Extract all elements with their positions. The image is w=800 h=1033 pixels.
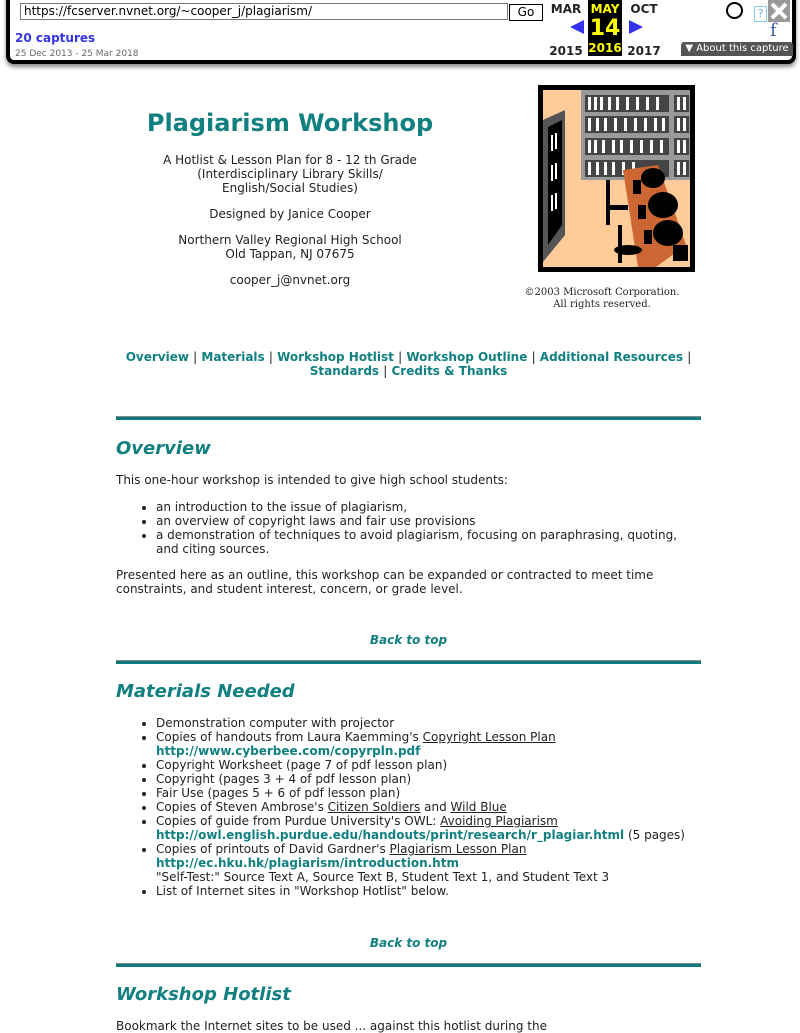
nav-workshop-hotlist[interactable]: Workshop Hotlist (277, 350, 394, 364)
nav-materials[interactable]: Materials (201, 350, 265, 364)
nav-separator: | (398, 350, 403, 364)
cyberbee-url-link[interactable]: http://www.cyberbee.com/copyrpln.pdf (156, 744, 421, 758)
item-text: Copies of guide from Purdue University's OWL: (156, 814, 441, 828)
page-header (116, 80, 701, 320)
hku-url-link[interactable]: http://ec.hku.hk/plagiarism/introduction.htm (156, 856, 459, 870)
copyright-line: ©2003 Microsoft Corporation. (524, 287, 680, 298)
library-clipart-image (538, 85, 695, 272)
avoiding-plagiarism-link[interactable]: Avoiding Plagiarism (440, 814, 558, 828)
item-text: (5 pages) (624, 828, 685, 842)
back-to-top-link[interactable]: Back to top (369, 936, 448, 950)
clipart-copyright (516, 287, 688, 311)
section-divider (116, 416, 701, 420)
author-email[interactable]: cooper_j@nvnet.org (229, 273, 351, 287)
item-text: Fair Use (pages 5 + 6 of pdf lesson plan) (156, 786, 401, 800)
nav-standards[interactable]: Standards (309, 364, 380, 378)
materials-heading: Materials Needed (116, 681, 295, 702)
current-year: 2016 (588, 41, 622, 55)
item-text: Demonstration computer with projector (156, 716, 395, 730)
item-note: "Self-Test:" Source Text A, Source Text B, Student Text 1, and Student Text 3 (156, 870, 610, 884)
list-item (156, 884, 696, 898)
subtitle-line: A Hotlist & Lesson Plan for 8 - 12 th Grade (163, 153, 417, 167)
capture-date-range: 25 Dec 2013 - 25 Mar 2018 (15, 49, 139, 59)
item-text: Copies of handouts from Laura Kaemming's (156, 730, 423, 744)
current-month: MAY (590, 2, 620, 16)
list-item (156, 814, 696, 842)
library-clipart-icon (538, 85, 695, 272)
school-city: Old Tappan, NJ 07675 (225, 247, 355, 261)
nav-workshop-outline[interactable]: Workshop Outline (406, 350, 528, 364)
wild-blue-link[interactable]: Wild Blue (450, 800, 507, 814)
about-capture-button[interactable]: ▼ About this capture (681, 42, 793, 56)
designed-by: Designed by Janice Cooper (209, 207, 371, 221)
copyright-lesson-plan-link[interactable]: Copyright Lesson Plan (422, 730, 556, 744)
list-item (156, 730, 696, 758)
hotlist-heading: Workshop Hotlist (116, 984, 291, 1005)
plagiarism-lesson-plan-link[interactable]: Plagiarism Lesson Plan (389, 842, 527, 856)
overview-list (116, 500, 696, 556)
item-text: Copyright (pages 3 + 4 of pdf lesson plan) (156, 772, 412, 786)
school-name: Northern Valley Regional High School (178, 233, 402, 247)
list-item: • a demonstration of techniques to avoid plagiarism, focusing on paraphrasing, quoting, and citing sources. (156, 528, 696, 556)
clipart-column (516, 80, 688, 311)
captures-link[interactable]: 20 captures (15, 31, 96, 45)
overview-closing: Presented here as an outline, this workshop can be expanded or contracted to meet time constraints, and student interest, concern, or grade level. (116, 568, 654, 596)
prev-month[interactable]: MAR (550, 2, 582, 16)
url-input[interactable]: https://fcserver.nvnet.org/~cooper_j/plagiarism/ (20, 3, 508, 20)
nav-separator: | (687, 350, 692, 364)
section-divider (116, 660, 701, 664)
list-item: • an introduction to the issue of plagiarism, (156, 500, 696, 514)
prev-year[interactable]: 2015 (549, 44, 583, 58)
list-item (156, 800, 696, 814)
copyright-line: All rights reserved. (553, 299, 651, 310)
back-to-top-link[interactable]: Back to top (369, 633, 448, 647)
nav-overview[interactable]: Overview (125, 350, 189, 364)
list-item (156, 786, 696, 800)
next-capture-arrow-icon[interactable] (629, 20, 643, 34)
list-item (156, 772, 696, 786)
nav-separator: | (383, 364, 388, 378)
next-capture-column[interactable] (626, 0, 662, 58)
loading-circle-icon (726, 2, 743, 19)
list-item (156, 842, 696, 884)
item-text: List of Internet sites in "Workshop Hotlist" below. (156, 884, 449, 898)
list-item (156, 716, 696, 730)
materials-list (116, 716, 696, 898)
page-title: Plagiarism Workshop (146, 109, 434, 137)
title-block (116, 80, 464, 299)
current-day: 14 (589, 16, 621, 41)
list-item (156, 758, 696, 772)
list-item: • an overview of copyright laws and fair use provisions (156, 514, 696, 528)
nav-separator: | (193, 350, 198, 364)
section-divider (116, 963, 701, 967)
nav-separator: | (531, 350, 536, 364)
item-text: and (420, 800, 451, 814)
prev-capture-column[interactable] (548, 0, 584, 58)
overview-heading: Overview (116, 438, 211, 459)
go-button[interactable]: Go (509, 4, 543, 21)
purdue-owl-url-link[interactable]: http://owl.english.purdue.edu/handouts/print/research/r_plagiar.html (156, 828, 625, 842)
section-nav (116, 350, 701, 378)
item-text: Copyright Worksheet (page 7 of pdf lesson plan) (156, 758, 448, 772)
subtitle-line: English/Social Studies) (222, 181, 358, 195)
nav-additional-resources[interactable]: Additional Resources (539, 350, 684, 364)
current-capture (588, 0, 622, 56)
school-address (116, 233, 464, 261)
citizen-soldiers-link[interactable]: Citizen Soldiers (327, 800, 421, 814)
facebook-icon[interactable]: f (770, 20, 777, 41)
close-icon[interactable] (768, 0, 790, 22)
nav-separator: | (268, 350, 273, 364)
help-icon[interactable]: ? (754, 6, 767, 22)
page-content (116, 80, 701, 1033)
next-year[interactable]: 2017 (627, 44, 661, 58)
subtitle (116, 153, 464, 195)
item-text: Copies of Steven Ambrose's (156, 800, 328, 814)
hotlist-intro: Bookmark the Internet sites to be used ... against this hotlist during the (116, 1019, 547, 1033)
next-month[interactable]: OCT (630, 2, 658, 16)
subtitle-line: (Interdisciplinary Library Skills/ (197, 167, 383, 181)
prev-capture-arrow-icon[interactable] (570, 20, 584, 34)
nav-credits-thanks[interactable]: Credits & Thanks (391, 364, 508, 378)
wayback-toolbar (6, 0, 796, 64)
item-text: Copies of printouts of David Gardner's (156, 842, 390, 856)
overview-intro: This one-hour workshop is intended to give high school students: (116, 473, 508, 487)
